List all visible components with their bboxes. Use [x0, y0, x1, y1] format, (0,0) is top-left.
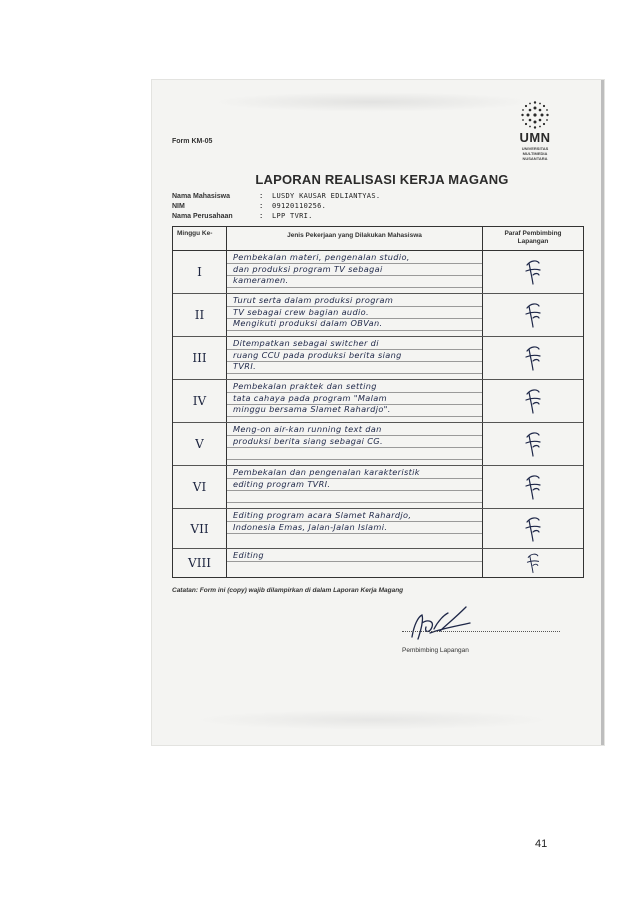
- form-note: Catatan: Form ini (copy) wajib dilampirkan di dalam Laporan Kerja Magang: [172, 587, 404, 594]
- initial-signature-icon: [523, 429, 543, 459]
- supervisor-initial: [483, 466, 583, 508]
- table-row: [173, 337, 583, 380]
- ruled-line: [227, 533, 483, 534]
- header-signature: [483, 227, 583, 251]
- job-line: Editing: [233, 550, 264, 560]
- table-row: [173, 251, 583, 294]
- ruled-line: [227, 287, 483, 288]
- job-text: [233, 338, 480, 373]
- scan-smudge: [192, 710, 552, 730]
- ruled-line: [227, 502, 483, 503]
- ruled-line: [227, 459, 483, 460]
- signature-line: [402, 631, 560, 632]
- header-job: Jenis Pekerjaan yang Dilakukan Mahasiswa: [227, 227, 483, 251]
- initial-signature-icon: [523, 343, 543, 373]
- week-number: VIII: [173, 549, 227, 577]
- scan-smudge: [212, 92, 532, 112]
- logo-name: UMN: [519, 130, 551, 145]
- logo-tagline-line: MULTIMEDIA: [522, 151, 548, 156]
- week-number: V: [173, 423, 227, 465]
- job-line: TV sebagai crew bagian audio.: [233, 306, 369, 317]
- table-row: [173, 509, 583, 549]
- table-row: [173, 380, 583, 423]
- job-description: [227, 466, 483, 508]
- job-line: Indonesia Emas, Jalan-Jalan Islami.: [233, 521, 388, 532]
- logo-tagline: [510, 146, 560, 161]
- job-line: TVRI.: [233, 361, 257, 371]
- table-row: [173, 294, 583, 337]
- ruled-line: [227, 416, 483, 417]
- job-description: [227, 509, 483, 548]
- supervisor-initial: [483, 380, 583, 422]
- job-text: [233, 252, 480, 287]
- job-line: editing program TVRI.: [233, 478, 331, 489]
- job-text: [233, 510, 480, 533]
- umn-logo: [510, 100, 560, 160]
- form-code: Form KM-05: [172, 138, 213, 145]
- identity-value: LPP TVRI.: [272, 212, 313, 220]
- week-number: III: [173, 337, 227, 379]
- job-line: Pembekalan praktek dan setting: [233, 381, 377, 391]
- header-signature-line: Paraf Pembimbing: [504, 230, 562, 237]
- week-number: IV: [173, 380, 227, 422]
- header-signature-line: Lapangan: [517, 238, 549, 245]
- work-log-table: [172, 226, 584, 578]
- job-line: Turut serta dalam produksi program: [233, 295, 394, 305]
- week-number: II: [173, 294, 227, 336]
- ruled-line: [227, 490, 483, 491]
- job-line: Meng-on air-kan running text dan: [233, 424, 382, 434]
- job-line: Ditempatkan sebagai switcher di: [233, 338, 379, 348]
- job-description: [227, 251, 483, 293]
- initial-signature-icon: [523, 551, 543, 575]
- form-title: LAPORAN REALISASI KERJA MAGANG: [255, 172, 509, 187]
- logo-tagline-line: NUSANTARA: [522, 156, 548, 161]
- initial-signature-icon: [523, 257, 543, 287]
- identity-colon: :: [260, 202, 263, 210]
- job-text: [233, 295, 480, 330]
- job-description: [227, 337, 483, 379]
- job-line: Pembekalan dan pengenalan karakteristik: [233, 467, 420, 477]
- week-number: I: [173, 251, 227, 293]
- job-description: [227, 294, 483, 336]
- job-line: tata cahaya pada program "Malam: [233, 392, 387, 403]
- table-row: [173, 549, 583, 577]
- job-line: Pembekalan materi, pengenalan studio,: [233, 252, 410, 262]
- supervisor-initial: [483, 509, 583, 548]
- identity-label: Nama Mahasiswa: [172, 192, 230, 200]
- identity-label: NIM: [172, 202, 185, 210]
- job-text: [233, 381, 480, 416]
- job-line: minggu bersama Slamet Rahardjo".: [233, 404, 391, 414]
- job-line: Editing program acara Slamet Rahardjo,: [233, 510, 412, 520]
- logo-tagline-line: UNIVERSITAS: [521, 146, 549, 151]
- scan-edge: [601, 80, 604, 745]
- table-row: [173, 423, 583, 466]
- job-text: [233, 424, 480, 447]
- initial-signature-icon: [523, 386, 543, 416]
- signature-icon: [404, 603, 474, 645]
- initial-signature-icon: [523, 472, 543, 502]
- identity-colon: :: [260, 212, 263, 220]
- supervisor-initial: [483, 294, 583, 336]
- supervisor-initial: [483, 423, 583, 465]
- umn-logo-icon: [510, 100, 560, 130]
- header-week: Minggu Ke-: [173, 227, 227, 251]
- job-text: [233, 550, 480, 562]
- initial-signature-icon: [523, 514, 543, 544]
- ruled-line: [227, 330, 483, 331]
- signature-label: Pembimbing Lapangan: [402, 647, 469, 654]
- supervisor-initial: [483, 251, 583, 293]
- job-text: [233, 467, 480, 490]
- scanned-form: [152, 80, 604, 745]
- identity-value: 09120110256.: [272, 202, 327, 210]
- ruled-line: [227, 447, 483, 448]
- week-number: VI: [173, 466, 227, 508]
- job-description: [227, 380, 483, 422]
- job-line: produksi berita siang sebagai CG.: [233, 435, 383, 446]
- job-line: Mengikuti produksi dalam OBVan.: [233, 318, 383, 328]
- ruled-line: [227, 373, 483, 374]
- identity-value: LUSDY KAUSAR EDLIANTYAS.: [272, 192, 381, 200]
- job-description: [227, 549, 483, 577]
- identity-colon: :: [260, 192, 263, 200]
- table-row: [173, 466, 583, 509]
- identity-label: Nama Perusahaan: [172, 212, 233, 220]
- identity-row-name: [172, 191, 592, 201]
- student-identity: [172, 191, 592, 221]
- job-line: dan produksi program TV sebagai: [233, 263, 383, 274]
- supervisor-signature-block: [402, 603, 562, 663]
- job-line: ruang CCU pada produksi berita siang: [233, 349, 402, 360]
- job-description: [227, 423, 483, 465]
- supervisor-initial: [483, 549, 583, 577]
- supervisor-initial: [483, 337, 583, 379]
- identity-row-nim: [172, 201, 592, 211]
- identity-row-company: [172, 211, 592, 221]
- job-line: kameramen.: [233, 275, 289, 285]
- page-number: 41: [535, 838, 548, 850]
- week-number: VII: [173, 509, 227, 548]
- initial-signature-icon: [523, 300, 543, 330]
